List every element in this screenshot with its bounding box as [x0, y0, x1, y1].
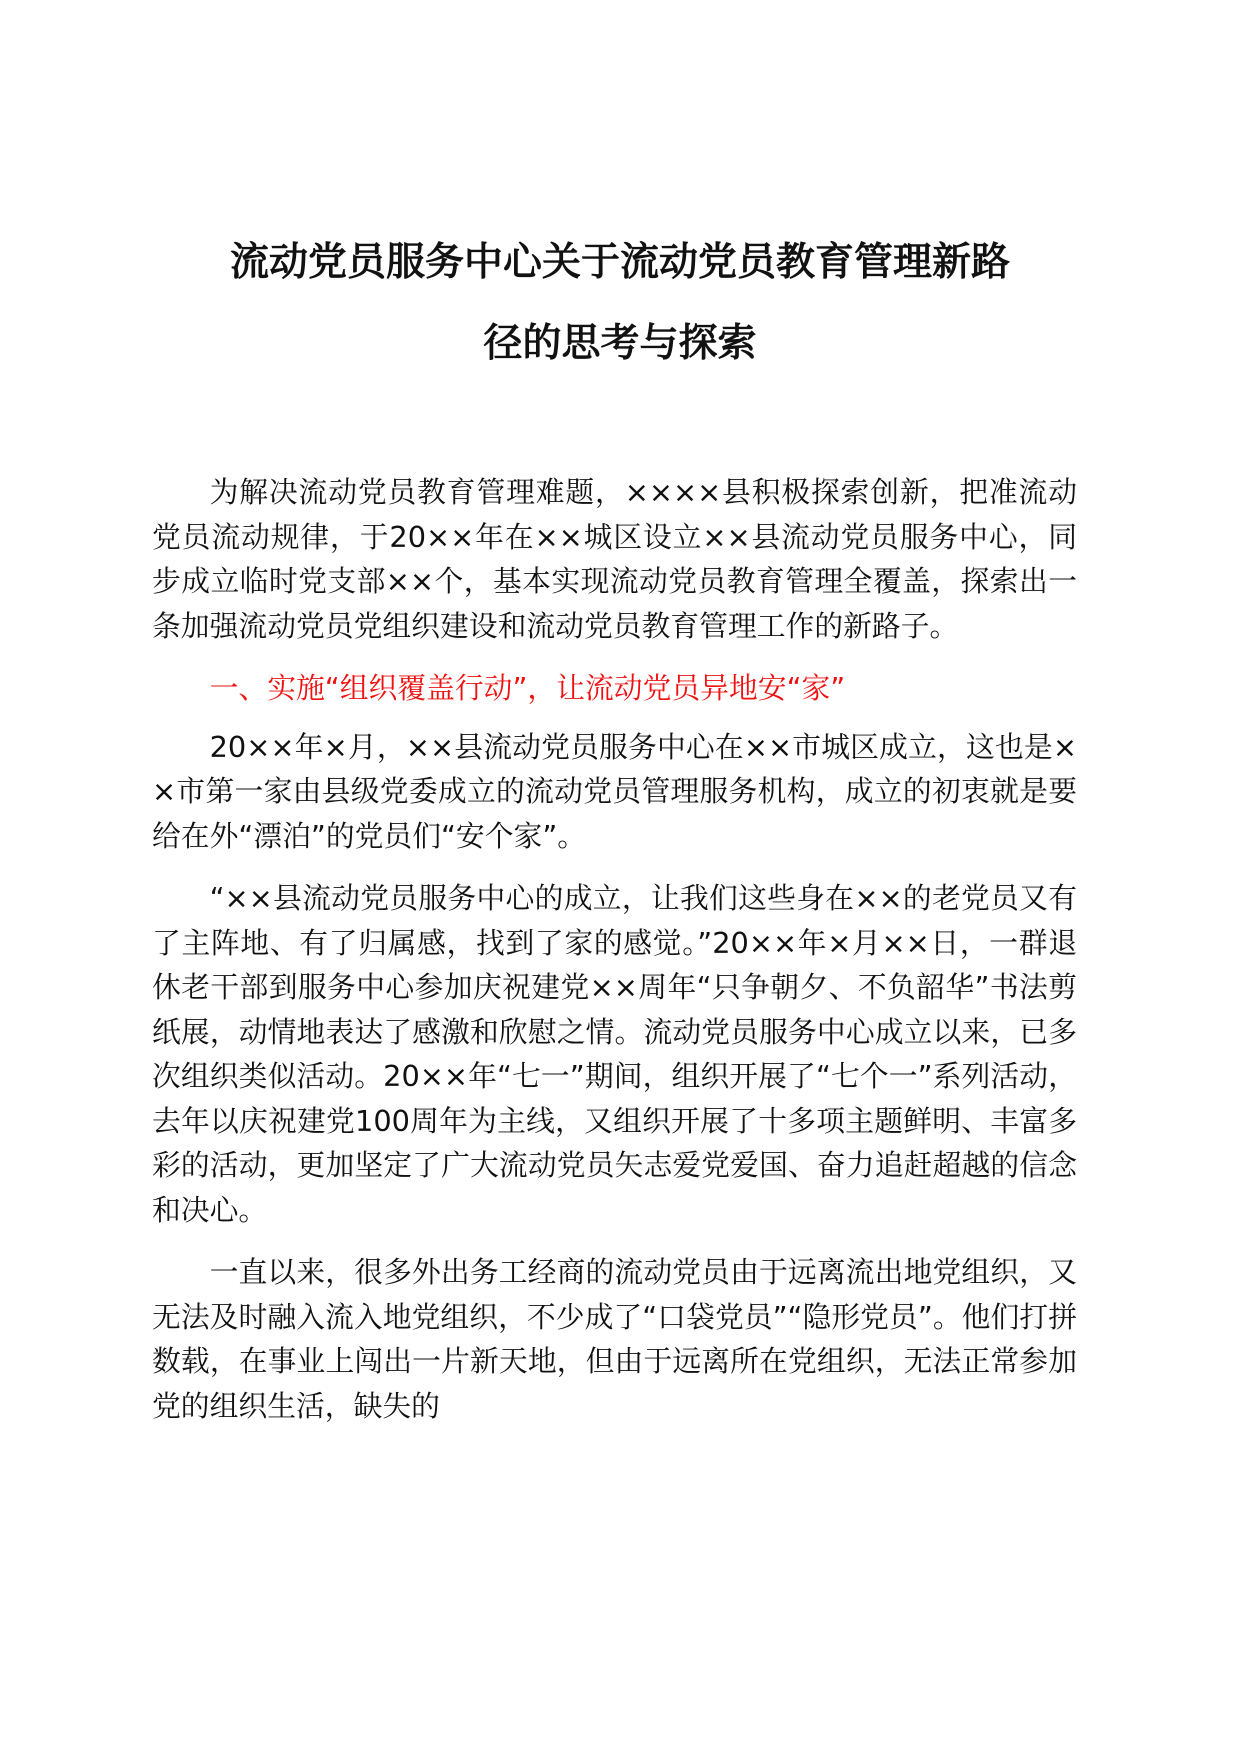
document-body: [152, 470, 1077, 1446]
document-title: [140, 222, 1100, 384]
body-paragraph-1: 20××年×月，××县流动党员服务中心在××市城区成立，这也是××市第一家由县级党委成立的流动党员管理服务机构，成立的初衷就是要给在外“漂泊”的党员们“安个家”。: [152, 729, 1077, 853]
section-heading-1: 一、实施“组织覆盖行动”，让流动党员异地安“家”: [209, 671, 846, 705]
title-line-1: 流动党员服务中心关于流动党员教育管理新路: [229, 240, 1010, 285]
body-paragraph-3: 一直以来，很多外出务工经商的流动党员由于远离流出地党组织，又无法及时融入流入地党组织，不少成了“口袋党员”“隐形党员”。他们打拼数载，在事业上闯出一片新天地，但由于远离所在党组织，无法正常参加党的组织生活，缺失的: [152, 1255, 1077, 1423]
title-line-2: 径的思考与探索: [483, 321, 757, 366]
intro-paragraph: 为解决流动党员教育管理难题，××××县积极探索创新，把准流动党员流动规律，于20××年在××城区设立××县流动党员服务中心，同步成立临时党支部××个，基本实现流动党员教育管理全覆盖，探索出一条加强流动党员党组织建设和流动党员教育管理工作的新路子。: [152, 475, 1077, 643]
body-paragraph-2: “××县流动党员服务中心的成立，让我们这些身在××的老党员又有了主阵地、有了归属感，找到了家的感觉。”20××年×月××日，一群退休老干部到服务中心参加庆祝建党××周年“只争朝夕、不负韶华”书法剪纸展，动情地表达了感激和欣慰之情。流动党员服务中心成立以来，已多次组织类似活动。20××年“七一”期间，组织开展了“七个一”系列活动，去年以庆祝建党100周年为主线，又组织开展了十多项主题鲜明、丰富多彩的活动，更加坚定了广大流动党员矢志爱党爱国、奋力追赶超越的信念和决心。: [152, 881, 1077, 1227]
